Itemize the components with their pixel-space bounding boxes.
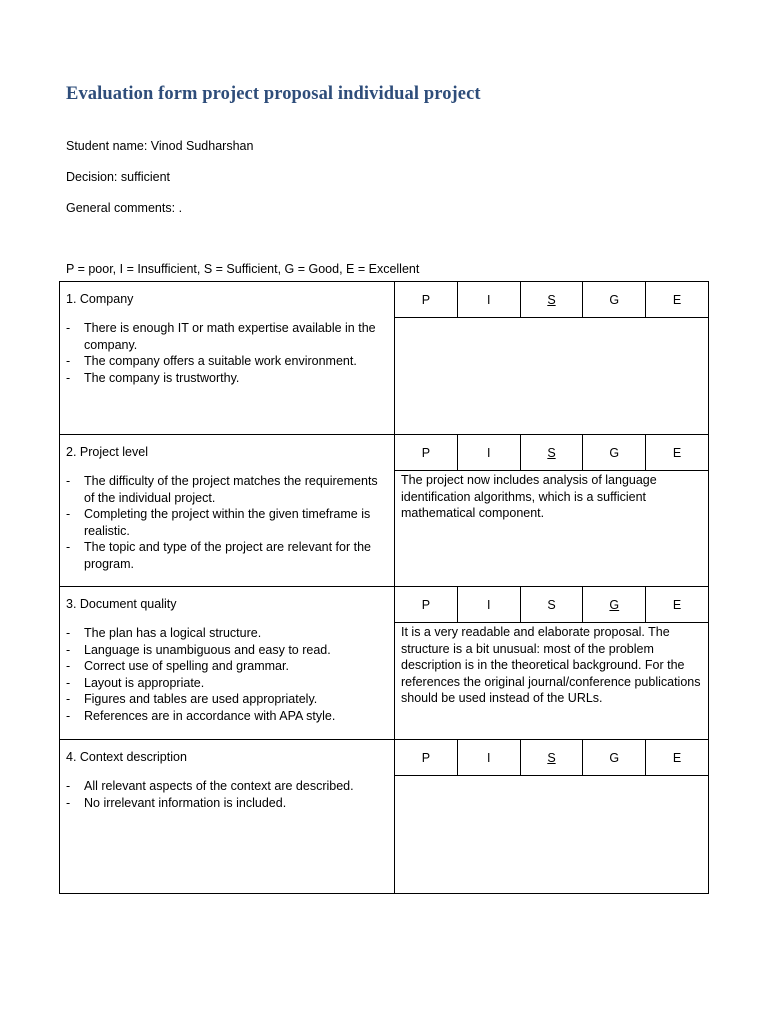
criterion-comment: The project now includes analysis of language identification algorithms, which is a sufficient mathematical component. xyxy=(401,473,657,520)
rating-legend: P = poor, I = Insufficient, S = Sufficient, G = Good, E = Excellent xyxy=(66,262,420,276)
decision-value: sufficient xyxy=(120,170,171,184)
criterion-item: - Completing the project within the given timeframe is realistic. xyxy=(66,506,380,539)
rating-scale xyxy=(395,282,708,318)
form-title: Evaluation form project proposal individual project xyxy=(66,84,481,104)
rating-option-s: S xyxy=(520,740,583,775)
criterion-item: - The company is trustworthy. xyxy=(66,370,380,387)
decision-line xyxy=(66,170,170,184)
criterion-item: - The topic and type of the project are relevant for the program. xyxy=(66,539,380,572)
criterion-items xyxy=(60,778,394,811)
decision-label: Decision: xyxy=(66,170,118,184)
rating-cell xyxy=(395,282,709,435)
criterion-items xyxy=(60,625,394,724)
rating-option-e: E xyxy=(645,282,708,317)
criterion-title: 1. Company xyxy=(66,292,134,306)
evaluation-table xyxy=(59,281,709,894)
criterion-item: - There is enough IT or math expertise available in the company. xyxy=(66,320,380,353)
general-comments-line xyxy=(66,201,182,215)
student-name-label: Student name: xyxy=(66,139,148,153)
rating-option-i: I xyxy=(457,740,520,775)
rating-option-p: P xyxy=(421,292,431,307)
criterion-item: - The company offers a suitable work environment. xyxy=(66,353,380,370)
criterion-item: - Layout is appropriate. xyxy=(66,675,380,692)
criterion-title: 3. Document quality xyxy=(66,597,177,611)
rating-scale xyxy=(395,587,708,623)
rating-option-g: G xyxy=(582,435,645,470)
criterion-comment: It is a very readable and elaborate proposal. The structure is a bit unusual: most of the problem description is in the theoretical background. For the references the original journal/conference publications should be used instead of the URLs. xyxy=(401,625,701,705)
rating-option-p: P xyxy=(421,597,431,612)
general-comments-label: General comments: xyxy=(66,201,176,215)
rating-option-i: I xyxy=(457,282,520,317)
criterion-title: 4. Context description xyxy=(66,750,187,764)
student-name-line xyxy=(66,139,253,153)
rating-option-e: E xyxy=(645,587,708,622)
criterion-row xyxy=(60,435,709,587)
criterion-item: - Correct use of spelling and grammar. xyxy=(66,658,380,675)
rating-option-s: S xyxy=(520,587,583,622)
criterion-cell xyxy=(60,282,395,435)
criterion-item: - The difficulty of the project matches the requirements of the individual project. xyxy=(66,473,380,506)
general-comments-value: . xyxy=(178,201,183,215)
rating-option-g: G xyxy=(582,740,645,775)
criterion-item: - Figures and tables are used appropriately. xyxy=(66,691,380,708)
criterion-cell xyxy=(60,587,395,740)
rating-option-s: S xyxy=(520,282,583,317)
criterion-item: - References are in accordance with APA style. xyxy=(66,708,380,725)
rating-scale xyxy=(395,435,708,471)
criterion-cell xyxy=(60,740,395,894)
rating-option-s: S xyxy=(520,435,583,470)
rating-option-e: E xyxy=(645,435,708,470)
criterion-row xyxy=(60,587,709,740)
rating-scale xyxy=(395,740,708,776)
rating-cell xyxy=(395,435,709,587)
criterion-item: - No irrelevant information is included. xyxy=(66,795,380,812)
rating-option-g: G xyxy=(582,587,645,622)
rating-option-e: E xyxy=(645,740,708,775)
rating-option-p: P xyxy=(421,750,431,765)
rating-option-i: I xyxy=(457,587,520,622)
criterion-comment xyxy=(395,776,708,777)
rating-cell xyxy=(395,740,709,894)
criterion-item: - The plan has a logical structure. xyxy=(66,625,380,642)
criterion-title: 2. Project level xyxy=(66,445,148,459)
rating-cell xyxy=(395,587,709,740)
rating-option-g: G xyxy=(582,282,645,317)
criterion-row xyxy=(60,282,709,435)
criterion-items xyxy=(60,473,394,572)
criterion-items xyxy=(60,320,394,386)
criterion-comment xyxy=(395,318,708,319)
rating-option-p: P xyxy=(421,445,431,460)
student-name-value: Vinod Sudharshan xyxy=(150,139,254,153)
criterion-cell xyxy=(60,435,395,587)
rating-option-i: I xyxy=(457,435,520,470)
criterion-row xyxy=(60,740,709,894)
criterion-item: - All relevant aspects of the context are described. xyxy=(66,778,380,795)
criterion-item: - Language is unambiguous and easy to read. xyxy=(66,642,380,659)
